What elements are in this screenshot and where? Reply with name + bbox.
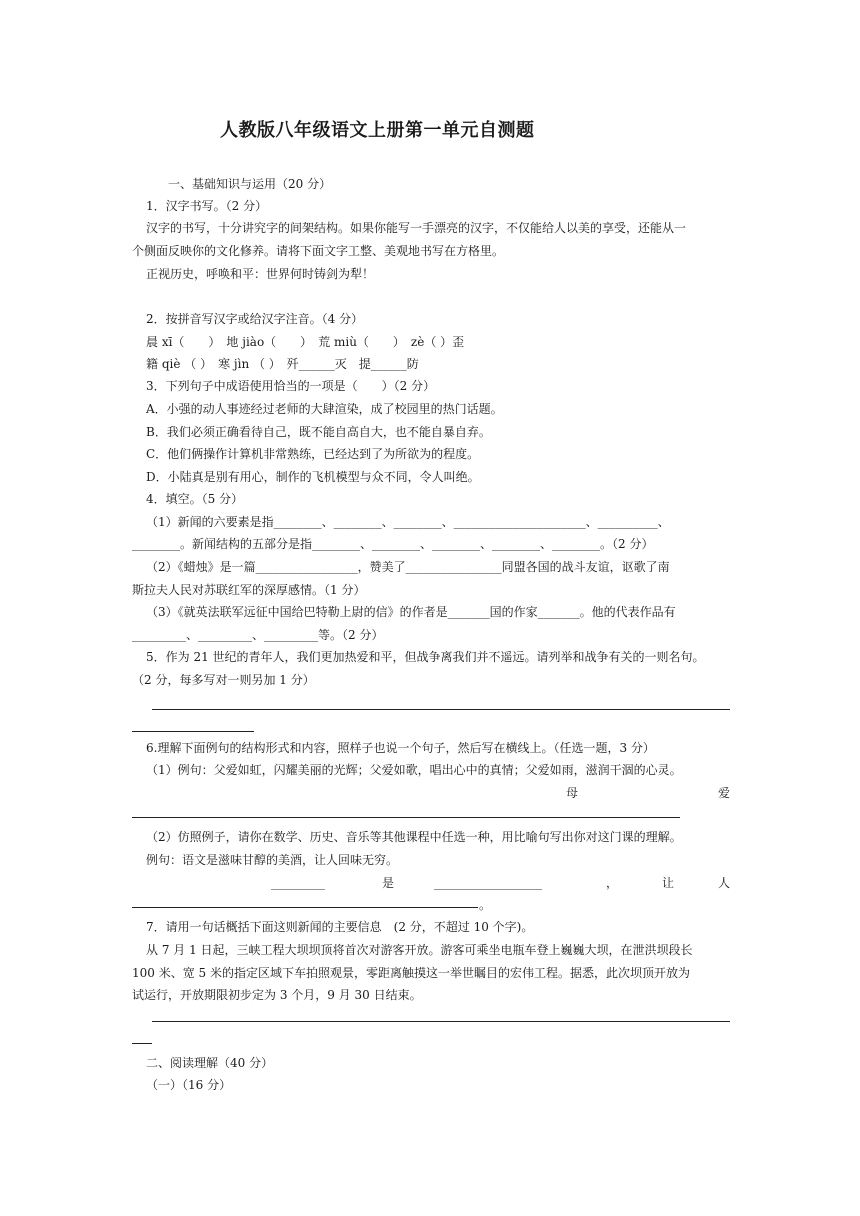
q6-comma: ， (606, 876, 619, 890)
q6-example-2: （2）仿照例子，请你在数学、历史、音乐等其他课程中任选一种，用比喻句写出你对这门课的理解。 (146, 830, 682, 844)
q3-option-d: D．小陆真是别有用心，制作的飞机模型与众不同，令人叫绝。 (146, 470, 480, 484)
q1-text-line-2: 个侧面反映你的文化修养。请将下面文字工整、美观地书写在方格里。 (132, 244, 505, 258)
q5-line-1: 5．作为 21 世纪的青年人，我们更加热爱和平，但战争离我们并不遥远。请列举和战争有关的一则名句。 (146, 650, 705, 664)
answer-line (132, 731, 254, 732)
q7-news-line-1: 从 7 月 1 日起，三峡工程大坝坝顶将首次对游客开放。游客可乘坐电瓶车登上巍巍大坝，在泄洪坝段长 (146, 943, 693, 957)
q2-label: 2．按拼音写汉字或给汉字注音。（4 分） (146, 312, 364, 326)
q4-part-1-line-1: （1）新闻的六要素是指________、________、________、______________________、__________、 (146, 515, 670, 529)
section-1-heading: 一、基础知识与运用（20 分） (168, 177, 332, 191)
q3-label: 3．下列句子中成语使用恰当的一项是（ ）（2 分） (146, 379, 436, 393)
answer-line (152, 709, 730, 710)
q6-blank-b: __________________ (434, 876, 542, 890)
q4-part-2-line-1: （2）《蜡烛》是一篇_________________，赞美了________________同盟各国的战斗友谊，讴歌了南 (146, 560, 670, 574)
q6-ai-char: 爱 (718, 786, 731, 800)
q4-label: 4．填空。（5 分） (146, 492, 244, 506)
q4-part-3-line-1: （3）《就英法联军远征中国给巴特勒上尉的信》的作者是_______国的作家_______。他的代表作品有 (146, 605, 676, 619)
q7-news-line-2: 100 米、宽 5 米的指定区域下车拍照观景，零距离触摸这一举世瞩目的宏伟工程。据悉，此次坝顶开放为 (132, 966, 690, 980)
q5-line-2: （2 分，每多写对一则另加 1 分） (132, 673, 315, 687)
q3-option-b: B．我们必须正确看待自己，既不能自高自大，也不能自暴自弃。 (146, 425, 491, 439)
q1-label: 1．汉字书写。（2 分） (146, 199, 268, 213)
q6-example-1: （1）例句：父爱如虹，闪耀美丽的光辉；父爱如歌，唱出心中的真情；父爱如雨，滋润干涸的心灵。 (146, 763, 682, 777)
q6-ren-char: 人 (718, 876, 731, 890)
section-2-subheading: （一）（16 分） (146, 1078, 232, 1092)
q6-shi-char: 是 (382, 876, 395, 890)
q4-part-3-line-2: _________、_________、_________等。（2 分） (132, 628, 384, 642)
q6-example-2-sample: 例句：语文是滋味甘醇的美酒，让人回味无穷。 (146, 853, 399, 867)
q4-part-2-line-2: 斯拉夫人民对苏联红军的深厚感情。（1 分） (132, 583, 366, 597)
answer-line (132, 907, 478, 908)
q2-line-2: 籍 qiè （ ） 寒 jìn （ ） 歼______灭 提______防 (146, 357, 419, 371)
q6-blank-a: _________ (271, 876, 325, 890)
page-title: 人教版八年级语文上册第一单元自测题 (220, 120, 535, 141)
q1-text-line-1: 汉字的书写，十分讲究字的间架结构。如果你能写一手漂亮的汉字，不仅能给人以美的享受，还能从一 (146, 221, 687, 235)
section-2-heading: 二、阅读理解（40 分） (146, 1056, 274, 1070)
answer-line (132, 817, 680, 818)
q6-mu-char: 母 (566, 786, 579, 800)
q6-period: 。 (479, 898, 492, 912)
q4-part-1-line-2: ________。新闻结构的五部分是指________、________、________、________、________。（2 分） (132, 537, 654, 551)
q3-option-c: C．他们俩操作计算机非常熟练，已经达到了为所欲为的程度。 (146, 447, 480, 461)
answer-line (152, 1021, 730, 1022)
q2-line-1: 晨 xī（ ） 地 jiào（ ） 荒 miù（ ） zè（ ）歪 (146, 335, 465, 349)
q7-label: 7．请用一句话概括下面这则新闻的主要信息 (2 分，不超过 10 个字)。 (146, 920, 534, 934)
q7-news-line-3: 试运行，开放期限初步定为 3 个月，9 月 30 日结束。 (132, 988, 422, 1002)
q3-option-a: A．小强的动人事迹经过老师的大肆渲染，成了校园里的热门话题。 (146, 402, 503, 416)
q1-text-line-3: 正视历史，呼唤和平：世界何时铸剑为犁！ (146, 267, 375, 281)
q6-rang-char: 让 (662, 876, 675, 890)
q6-label: 6.理解下面例句的结构形式和内容，照样子也说一个句子，然后写在横线上。（任选一题，3 分） (146, 741, 655, 755)
answer-line (132, 1043, 152, 1044)
